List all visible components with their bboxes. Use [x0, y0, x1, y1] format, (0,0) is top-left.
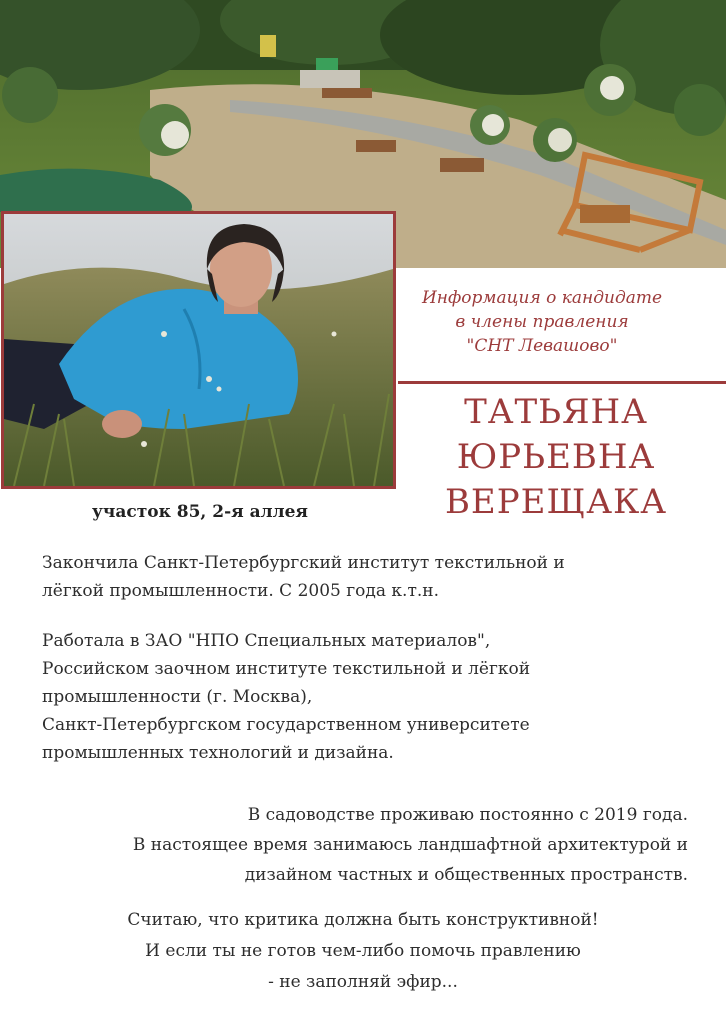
bio-line: Российском заочном институте текстильной и лёгкой [42, 659, 531, 679]
bio-line: Считаю, что критика должна быть конструктивной! [127, 910, 599, 930]
bio-line: Санкт-Петербургском государственном университете [42, 715, 530, 735]
name-patronymic: ЮРЬЕВНА [456, 437, 656, 477]
info-panel [398, 268, 726, 381]
education-paragraph [42, 549, 702, 605]
bio-line: В настоящее время занимаюсь ландшафтной архитектурой и [132, 835, 688, 855]
bio-line: промышленности (г. Москва), [42, 687, 313, 707]
bio-line: И если ты не готов чем-либо помочь правлению [145, 941, 581, 961]
bio-line: Работала в ЗАО "НПО Специальных материалов", [42, 631, 491, 651]
work-paragraph [42, 627, 702, 767]
bio-line: В садоводстве проживаю постоянно с 2019 года. [247, 805, 688, 825]
bio-line: лёгкой промышленности. С 2005 года к.т.н. [42, 581, 439, 601]
bio-line: - не заполняй эфир... [268, 972, 458, 992]
current-paragraph [30, 800, 688, 890]
name-first: ТАТЬЯНА [464, 392, 648, 432]
bio-line: дизайном частных и общественных пространств. [244, 865, 688, 885]
plot-address: участок 85, 2-я аллея [92, 502, 308, 522]
info-line-2: в члены правления [455, 312, 629, 332]
name-surname: ВЕРЕЩАКА [444, 482, 668, 522]
bio-line: Закончила Санкт-Петербургский институт текстильной и [42, 553, 565, 573]
info-heading [398, 286, 686, 358]
header-divider [398, 381, 726, 384]
motto-paragraph [60, 905, 666, 998]
candidate-name [400, 390, 712, 525]
info-line-1: Информация о кандидате [421, 288, 663, 308]
info-line-3: "СНТ Левашово" [466, 336, 618, 356]
candidate-photo [1, 211, 396, 489]
bio-line: промышленных технологий и дизайна. [42, 743, 394, 763]
